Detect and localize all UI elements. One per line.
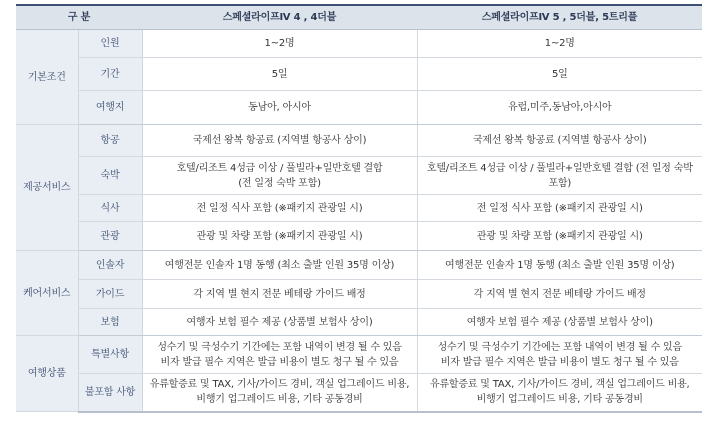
- cell-text: 유류할증료 및 TAX, 기사/가이드 경비, 객실 업그레이드 비용,: [430, 379, 690, 391]
- row-label: 가이드: [78, 280, 142, 309]
- cell-text: 호텔/리조트 4성급 이상 / 풀빌라+일반호텔 결합: [176, 162, 383, 174]
- cell-text: 전 일정 식사 포함 (※패키지 관광일 시): [196, 202, 363, 214]
- col2-cell: [417, 157, 702, 195]
- row-label: 항공: [78, 125, 142, 157]
- col1-cell: [142, 336, 417, 374]
- header-row: [16, 5, 702, 30]
- row-label: 여행지: [78, 91, 142, 125]
- cell-text: 성수기 및 극성수기 기간에는 포함 내역이 변경 될 수 있음: [157, 341, 402, 353]
- cell-text: 전 일정 식사 포함 (※패키지 관광일 시): [476, 202, 643, 214]
- cell-text: 1~2명: [264, 38, 295, 49]
- cell-text: 국제선 왕복 항공료 (지역별 항공사 상이): [192, 135, 367, 146]
- cell-text: 여행자 보험 필수 제공 (상품별 보험사 상이): [466, 316, 653, 328]
- col2-cell: [417, 125, 702, 157]
- cell-text: (전 일정 숙박 포함): [238, 177, 321, 189]
- cell-text: 여행전문 인솔자 1명 동행 (최소 출발 인원 35명 이상): [445, 259, 675, 271]
- col1-cell: [142, 374, 417, 412]
- row-label: 특별사항: [78, 336, 142, 374]
- row-label: 보험: [78, 309, 142, 336]
- col2-cell: [417, 195, 702, 222]
- cell-text: 비행기 업그레이드 비용, 기타 공동경비: [196, 394, 363, 406]
- section-label: 케어서비스: [16, 251, 78, 336]
- row-label: 식사: [78, 195, 142, 222]
- cell-text: 1~2명: [544, 38, 575, 49]
- table-row: [16, 91, 702, 125]
- cell-text: 유럽,미주,동남아,아시아: [507, 102, 612, 113]
- cell-text: 동남아, 아시아: [248, 102, 311, 113]
- col1-cell: [142, 125, 417, 157]
- cell-text: 비자 발급 필수 지역은 발급 비용이 별도 청구 될 수 있음: [160, 356, 399, 368]
- col2-cell: [417, 374, 702, 412]
- col2-cell: [417, 30, 702, 58]
- col1-cell: [142, 58, 417, 91]
- row-label: 불포함 사항: [78, 374, 142, 412]
- table-row: [16, 336, 702, 374]
- col1-cell: [142, 280, 417, 309]
- cell-text: 국제선 왕복 항공료 (지역별 항공사 상이): [472, 135, 647, 146]
- table-row: [16, 309, 702, 336]
- table-row: [16, 251, 702, 280]
- row-label: 숙박: [78, 157, 142, 195]
- col1-cell: [142, 195, 417, 222]
- row-label: 인원: [78, 30, 142, 58]
- section-label: 제공서비스: [16, 125, 78, 251]
- cell-text: 유류할증료 및 TAX, 기사/가이드 경비, 객실 업그레이드 비용,: [149, 379, 410, 391]
- col2-cell: [417, 309, 702, 336]
- col1-cell: [142, 30, 417, 58]
- cell-text: 호텔/리조트 4성급 이상 / 풀빌라+일반호텔 결합 (전 일정 숙박 포함): [426, 162, 693, 189]
- cell-text: 여행자 보험 필수 제공 (상품별 보험사 상이): [186, 316, 373, 328]
- cell-text: 각 지역 별 현지 전문 베테랑 가이드 배정: [193, 288, 366, 300]
- cell-text: 비자 발급 필수 지역은 발급 비용이 별도 청구 될 수 있음: [440, 356, 679, 368]
- header-col2: 스페셜라이프Ⅳ 5 , 5더블, 5트리플: [417, 5, 702, 30]
- table-row: [16, 30, 702, 58]
- col1-cell: [142, 251, 417, 280]
- col2-cell: [417, 222, 702, 251]
- cell-text: 성수기 및 극성수기 기간에는 포함 내역이 변경 될 수 있음: [437, 341, 682, 353]
- col1-cell: [142, 222, 417, 251]
- header-col1: 스페셜라이프Ⅳ 4 , 4더블: [142, 5, 417, 30]
- col2-cell: [417, 251, 702, 280]
- cell-text: 5일: [271, 68, 288, 80]
- row-label: 인솔자: [78, 251, 142, 280]
- table-row: [16, 280, 702, 309]
- col2-cell: [417, 336, 702, 374]
- header-category: 구 분: [16, 5, 142, 30]
- table-row: [16, 125, 702, 157]
- col2-cell: [417, 280, 702, 309]
- table-row: [16, 374, 702, 412]
- col1-cell: [142, 309, 417, 336]
- table-row: [16, 58, 702, 91]
- table-row: [16, 157, 702, 195]
- col2-cell: [417, 58, 702, 91]
- table-row: [16, 195, 702, 222]
- col2-cell: [417, 91, 702, 125]
- cell-text: 관광 및 차량 포함 (※패키지 관광일 시): [476, 230, 643, 242]
- cell-text: 각 지역 별 현지 전문 베테랑 가이드 배정: [473, 288, 646, 300]
- cell-text: 관광 및 차량 포함 (※패키지 관광일 시): [196, 230, 363, 242]
- col1-cell: [142, 157, 417, 195]
- cell-text: 5일: [551, 68, 568, 80]
- comparison-table: [16, 4, 702, 413]
- section-label: 여행상품: [16, 336, 78, 412]
- row-label: 기간: [78, 58, 142, 91]
- table-row: [16, 222, 702, 251]
- col1-cell: [142, 91, 417, 125]
- cell-text: 비행기 업그레이드 비용, 기타 공동경비: [476, 394, 643, 406]
- section-label: 기본조건: [16, 30, 78, 125]
- row-label: 관광: [78, 222, 142, 251]
- cell-text: 여행전문 인솔자 1명 동행 (최소 출발 인원 35명 이상): [164, 259, 395, 271]
